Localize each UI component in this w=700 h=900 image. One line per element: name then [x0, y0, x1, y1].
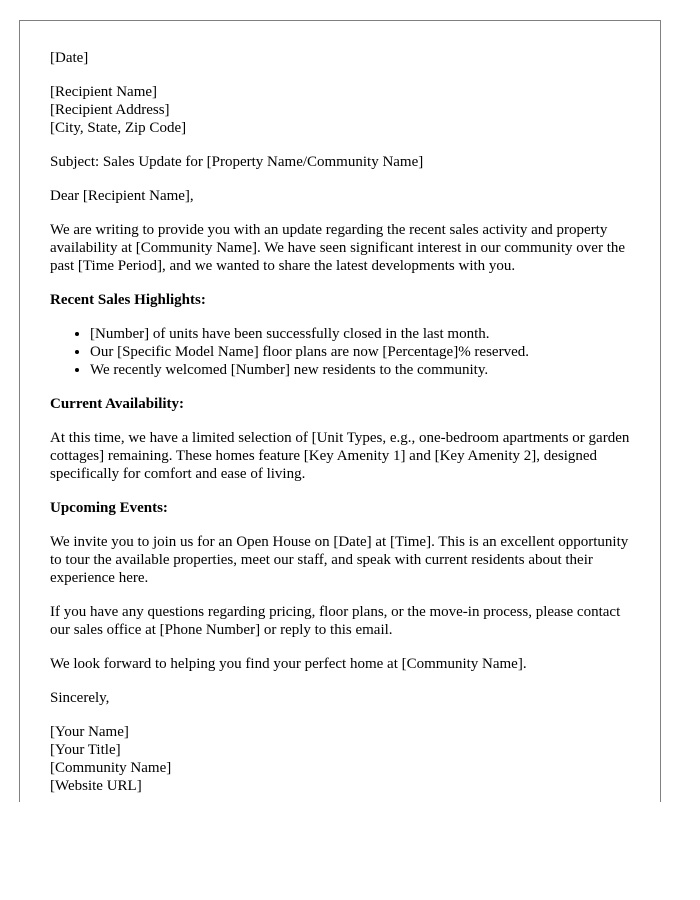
sales-highlights-heading: Recent Sales Highlights:: [50, 292, 206, 308]
recipient-address: [Recipient Address]: [50, 102, 170, 118]
availability-paragraph: At this time, we have a limited selection of [Unit Types, e.g., one-bedroom apartments or garden cottages] remaining. These homes feature [Key Amenity 1] and [Key Amenity 2], designed specifically for comfort and ease of living.: [50, 430, 630, 482]
letter-body: [50, 49, 634, 802]
subject-line: Subject: Sales Update for [Property Name/Community Name]: [50, 154, 424, 170]
recipient-name: [Recipient Name]: [50, 84, 158, 100]
availability-heading: Current Availability:: [50, 396, 185, 412]
signature-website: [Website URL]: [50, 778, 142, 794]
salutation: Dear [Recipient Name],: [50, 188, 194, 204]
signature-block: [50, 723, 634, 795]
signoff: Sincerely,: [50, 690, 110, 706]
events-paragraph: We invite you to join us for an Open House on [Date] at [Time]. This is an excellent opportunity to tour the available properties, meet our staff, and speak with current residents about their experience here.: [50, 534, 629, 586]
intro-paragraph: We are writing to provide you with an update regarding the recent sales activity and property availability at [Community Name]. We have seen significant interest in our community over the past [Time Period], and we wanted to share the latest developments with you.: [50, 222, 626, 274]
list-item: • [Number] of units have been successfully closed in the last month.: [90, 325, 634, 343]
signature-name: [Your Name]: [50, 724, 129, 740]
questions-paragraph: If you have any questions regarding pricing, floor plans, or the move-in process, please contact our sales office at [Phone Number] or reply to this email.: [50, 604, 621, 638]
sales-highlights-list: [50, 325, 634, 379]
recipient-city-state-zip: [City, State, Zip Code]: [50, 120, 187, 136]
list-item: • We recently welcomed [Number] new residents to the community.: [90, 361, 634, 379]
recipient-block: [50, 83, 634, 137]
closing-line: We look forward to helping you find your perfect home at [Community Name].: [50, 656, 527, 672]
list-item: • Our [Specific Model Name] floor plans are now [Percentage]% reserved.: [90, 343, 634, 361]
signature-title: [Your Title]: [50, 742, 121, 758]
letter-date: [Date]: [50, 50, 89, 66]
letter-page: [19, 20, 661, 802]
events-heading: Upcoming Events:: [50, 500, 168, 516]
signature-community: [Community Name]: [50, 760, 172, 776]
